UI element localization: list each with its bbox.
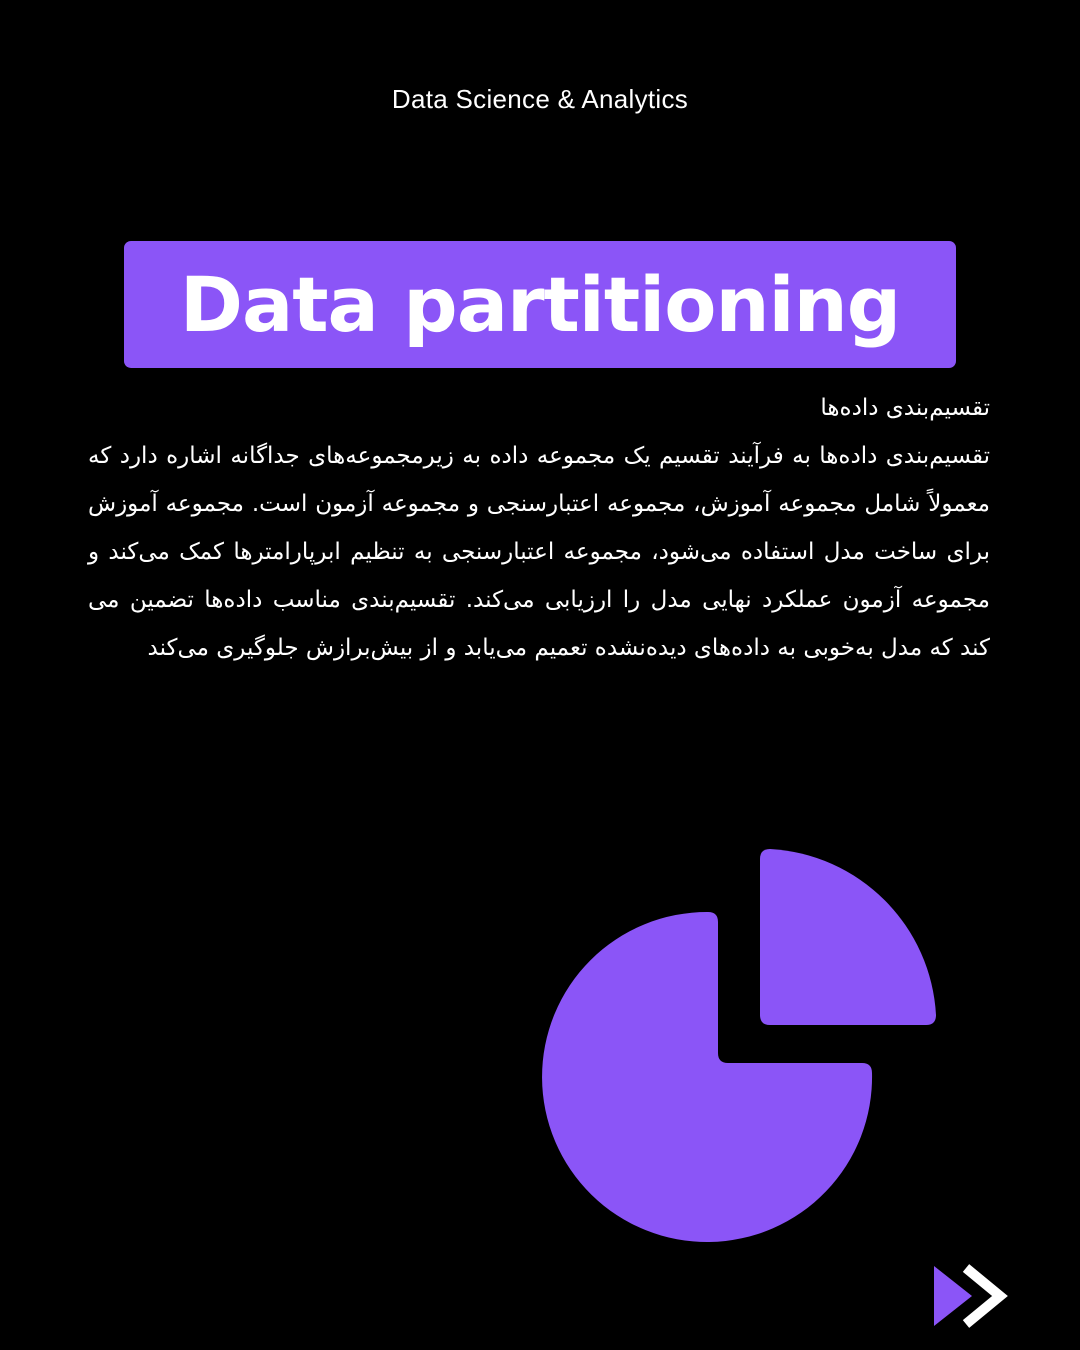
pie-chart-icon: [540, 845, 940, 1245]
description-heading: تقسیم‌بندی داده‌ها: [820, 395, 990, 421]
description-paragraph: تقسیم‌بندی داده‌ها به فرآیند تقسیم یک مجموعه داده به زیرمجموعه‌های جداگانه اشاره دارد که معمولاً شامل مجموعه آموزش، مجموعه اعتبارسنجی و مجموعه آزمون است. مجموعه آموزش برای ساخت مدل استفاده می‌شود، مجموعه اعتبارسنجی به تنظیم ابرپارامترها کمک می‌کند و مجموعه آزمون عملکرد نهایی مدل را ارزیابی می‌کند. تقسیم‌بندی مناسب داده‌ها تضمین می کند که مدل به‌خوبی به داده‌های دیده‌نشده تعمیم می‌یابد و از بیش‌برازش جلوگیری می‌کند: [88, 443, 990, 661]
title-banner: [124, 241, 956, 368]
page-title: Data partitioning: [179, 260, 901, 349]
description-block: [88, 384, 990, 672]
brand-header: Data Science & Analytics: [391, 84, 689, 114]
next-arrow-icon[interactable]: [930, 1262, 1014, 1330]
pie-slice-quarter: [760, 849, 936, 1025]
